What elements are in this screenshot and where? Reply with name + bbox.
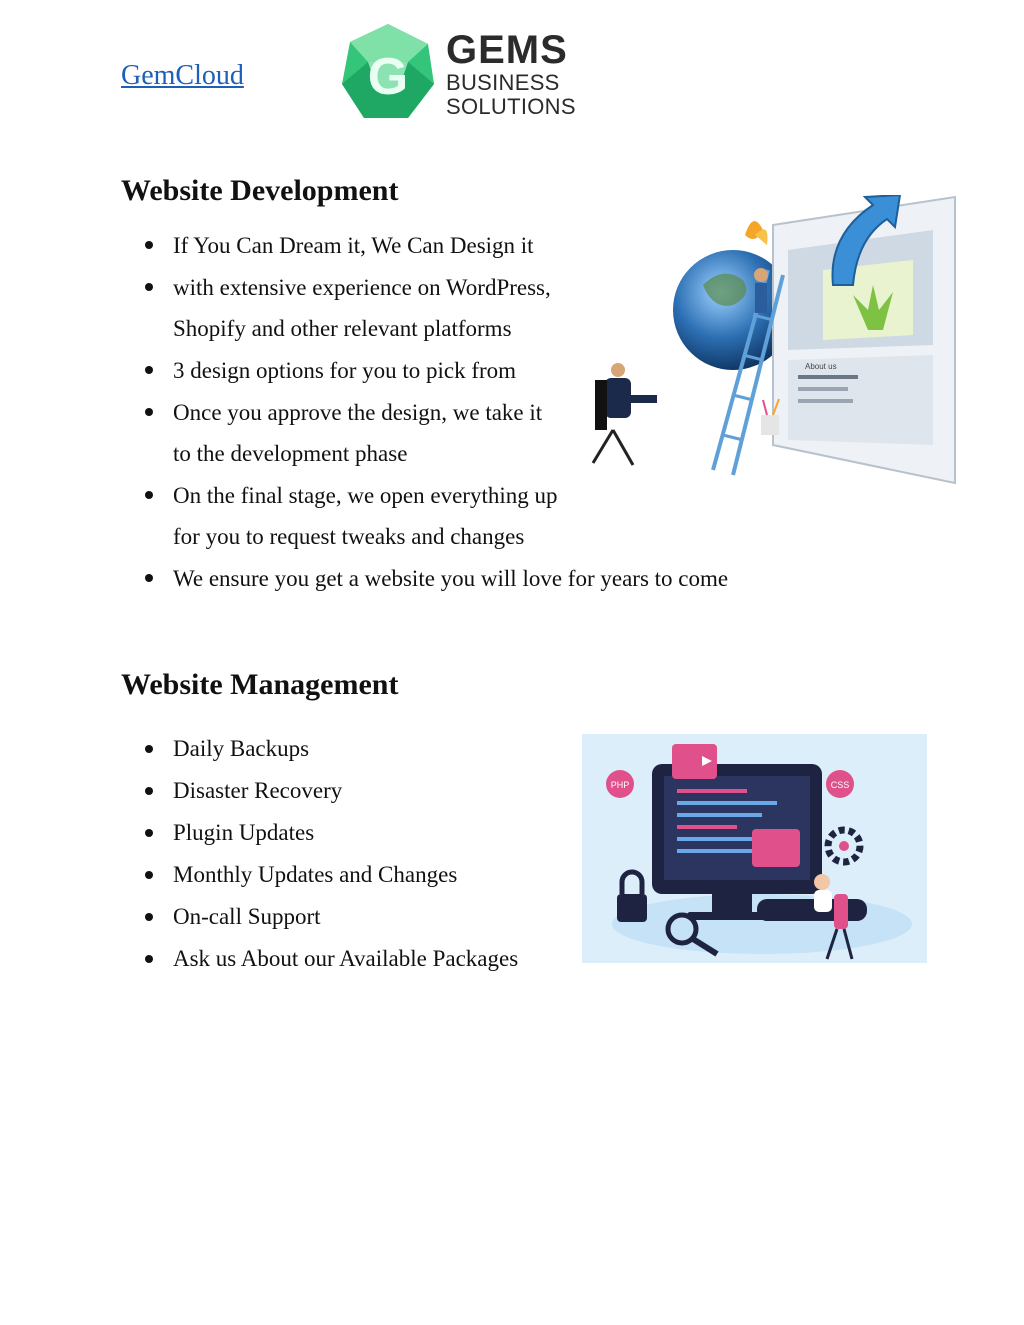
list-item: Daily Backups	[121, 728, 561, 770]
management-list	[121, 728, 561, 980]
website-management-illustration	[582, 734, 927, 963]
list-item: Monthly Updates and Changes	[121, 854, 561, 896]
svg-text:CSS: CSS	[830, 780, 850, 790]
gemcloud-link[interactable]: GemCloud	[121, 60, 244, 91]
list-item: Ask us About our Available Packages	[121, 938, 561, 980]
svg-text:PHP: PHP	[610, 780, 630, 790]
gems-logo	[338, 22, 574, 122]
gem-logo-icon	[338, 22, 438, 122]
list-item: Plugin Updates	[121, 812, 561, 854]
svg-text:G: G	[367, 48, 409, 106]
list-item: On-call Support	[121, 896, 561, 938]
list-item: Once you approve the design, we take it to the development phase	[121, 392, 563, 474]
list-item: We ensure you get a website you will love for years to come	[121, 558, 761, 599]
list-item: If You Can Dream it, We Can Design it	[121, 225, 761, 266]
website-development-heading: Website Development	[121, 174, 399, 207]
website-development-illustration	[583, 195, 959, 485]
list-item: 3 design options for you to pick from	[121, 350, 761, 391]
list-item: On the final stage, we open everything up for you to request tweaks and changes	[121, 475, 573, 557]
website-management-heading: Website Management	[121, 668, 399, 701]
logo-text: GEMS BUSINESS SOLUTIONS	[446, 28, 576, 119]
list-item: Disaster Recovery	[121, 770, 561, 812]
svg-text:About us: About us	[805, 362, 837, 371]
list-item: with extensive experience on WordPress, Shopify and other relevant platforms	[121, 267, 573, 349]
